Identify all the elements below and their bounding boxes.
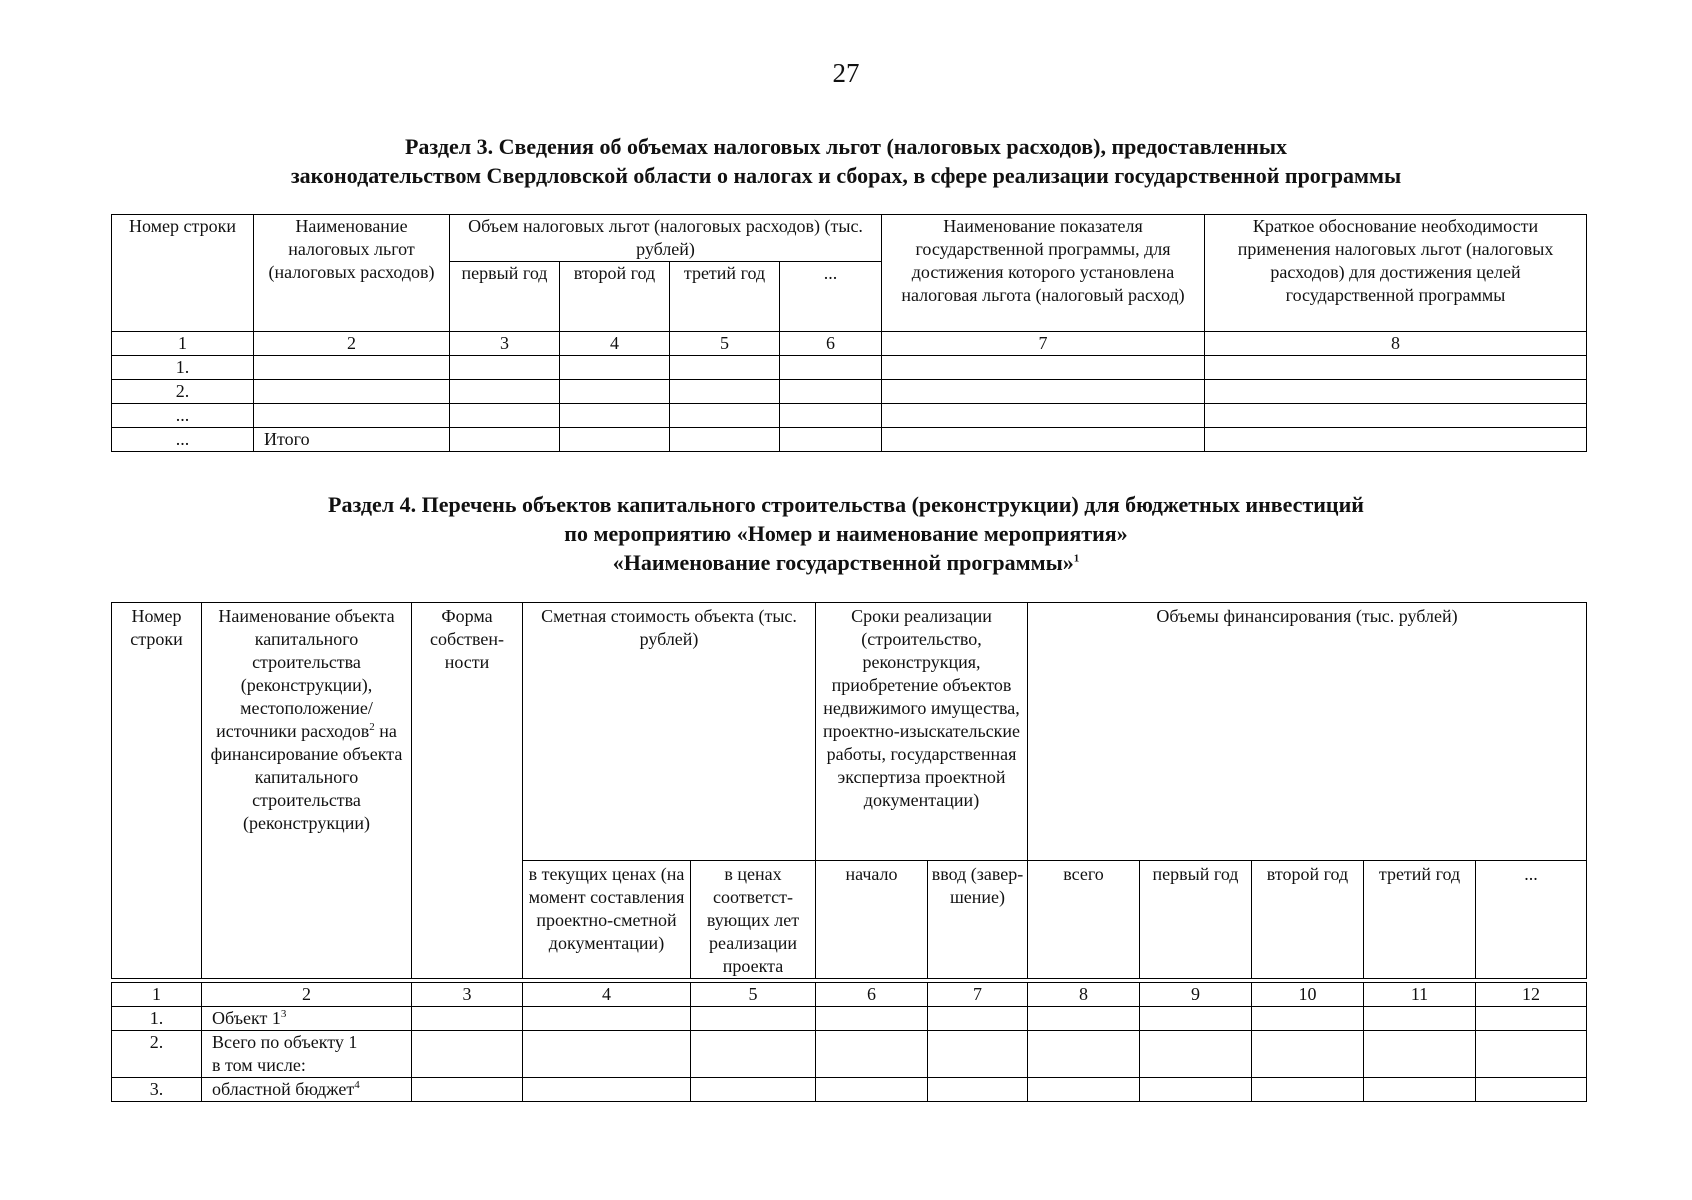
row-name [254, 404, 450, 428]
section4-body-table [111, 982, 1587, 1102]
row-number: 2. [112, 1031, 202, 1078]
s4-header-funding: Объемы финансирования (тыс. рублей) [1028, 603, 1587, 861]
s3-header-year3: третий год [670, 262, 780, 332]
section3-title [0, 132, 1692, 190]
row-name [254, 380, 450, 404]
row-number: 1. [112, 356, 254, 380]
section3-title-line2: законодательством Свердловской области о налогах и сборах, в сфере реализации государственной программы [290, 163, 1402, 188]
table-row [112, 1007, 1587, 1031]
row-number: 1. [112, 1007, 202, 1031]
s4-header-year1: первый год [1140, 861, 1252, 979]
row-number: ... [112, 428, 254, 452]
row-number: 2. [112, 380, 254, 404]
s4-header-estimated-cost: Сметная стоимость объекта (тыс. рублей) [523, 603, 816, 861]
s4-header-year2: второй год [1252, 861, 1364, 979]
section3-table [111, 214, 1587, 452]
s4-header-ownership: Форма собствен-ности [412, 603, 523, 979]
s4-col-number: 3 [412, 983, 523, 1007]
s3-header-year-more: ... [780, 262, 882, 332]
row-number: 3. [112, 1078, 202, 1102]
section4-title [0, 490, 1692, 577]
footnote-mark: 4 [354, 1079, 360, 1091]
s4-header-timing: Сроки реализации (строительство, реконструкция, приобретение объектов недвижимого имущества, проектно-изыскательские работы, государственная экспертиза проектной документации) [816, 603, 1028, 861]
s4-col-number: 5 [691, 983, 816, 1007]
row-name [254, 356, 450, 380]
s3-col-number: 6 [780, 332, 882, 356]
section4-header-table [111, 602, 1587, 979]
s3-header-year1: первый год [450, 262, 560, 332]
footnote-mark: 2 [369, 721, 375, 733]
s3-col-number: 2 [254, 332, 450, 356]
s3-col-number: 4 [560, 332, 670, 356]
s4-header-year3: третий год [1364, 861, 1476, 979]
s4-header-year-more: ... [1476, 861, 1587, 979]
footnote-mark: 3 [280, 1008, 287, 1020]
s3-header-indicator: Наименование показателя государственной программы, для достижения которого установлена налоговая льгота (налоговый расход) [882, 215, 1205, 332]
s3-header-volume: Объем налоговых льгот (налоговых расходов) (тыс. рублей) [450, 215, 882, 262]
s4-col-number: 9 [1140, 983, 1252, 1007]
s3-column-numbers-row [112, 332, 1587, 356]
s4-col-number: 8 [1028, 983, 1140, 1007]
table-row [112, 380, 1587, 404]
table-row [112, 1031, 1587, 1078]
s3-header-justification: Краткое обоснование необходимости применения налоговых льгот (налоговых расходов) для достижения целей государственной программы [1205, 215, 1587, 332]
section4-title-line1: Раздел 4. Перечень объектов капитального строительства (реконструкции) для бюджетных инвестиций [328, 492, 1364, 517]
s3-header-year2: второй год [560, 262, 670, 332]
s4-col-number: 2 [202, 983, 412, 1007]
s4-header-year-prices: в ценах соответст-вующих лет реализации проекта [691, 861, 816, 979]
s3-col-number: 8 [1205, 332, 1587, 356]
s4-header-row-number: Номер строки [112, 603, 202, 979]
s4-col-number: 11 [1364, 983, 1476, 1007]
s4-column-numbers-row [112, 983, 1587, 1007]
s4-header-total: всего [1028, 861, 1140, 979]
row-name: областной бюджет$^4$ [202, 1078, 412, 1102]
s3-col-number: 3 [450, 332, 560, 356]
page-number: 27 [832, 58, 860, 88]
section4-title-line3: «Наименование государственной программы»$^1$ [612, 550, 1080, 575]
row-name: Всего по объекту 1 в том числе: [202, 1031, 412, 1078]
footnote-mark: 1 [1073, 552, 1080, 565]
table-row [112, 404, 1587, 428]
s4-col-number: 1 [112, 983, 202, 1007]
s4-col-number: 12 [1476, 983, 1587, 1007]
s4-col-number: 7 [928, 983, 1028, 1007]
s4-header-object-name: Наименование объекта капитального строительства (реконструкции), местоположение/ источники расходов$^2$ на финансирование объекта капитального строительства (реконструкции) [202, 603, 412, 979]
section4-title-line2: по мероприятию «Номер и наименование мероприятия» [564, 521, 1128, 546]
s4-col-number: 4 [523, 983, 691, 1007]
s3-header-benefit-name: Наименование налоговых льгот (налоговых расходов) [254, 215, 450, 332]
s3-col-number: 1 [112, 332, 254, 356]
table-row [112, 356, 1587, 380]
table-row [112, 428, 1587, 452]
s3-header-row-number: Номер строки [112, 215, 254, 332]
row-name: Объект $1^3$ [202, 1007, 412, 1031]
row-number: ... [112, 404, 254, 428]
s4-col-number: 6 [816, 983, 928, 1007]
s4-header-completion: ввод (завер-шение) [928, 861, 1028, 979]
section3-title-line1: Раздел 3. Сведения об объемах налоговых льгот (налоговых расходов), предоставленных [404, 134, 1288, 159]
s3-col-number: 7 [882, 332, 1205, 356]
s4-col-number: 10 [1252, 983, 1364, 1007]
s3-col-number: 5 [670, 332, 780, 356]
s4-header-start: начало [816, 861, 928, 979]
row-name-total: Итого [254, 428, 450, 452]
table-row [112, 1078, 1587, 1102]
s4-header-current-prices: в текущих ценах (на момент составления проектно-сметной документации) [523, 861, 691, 979]
